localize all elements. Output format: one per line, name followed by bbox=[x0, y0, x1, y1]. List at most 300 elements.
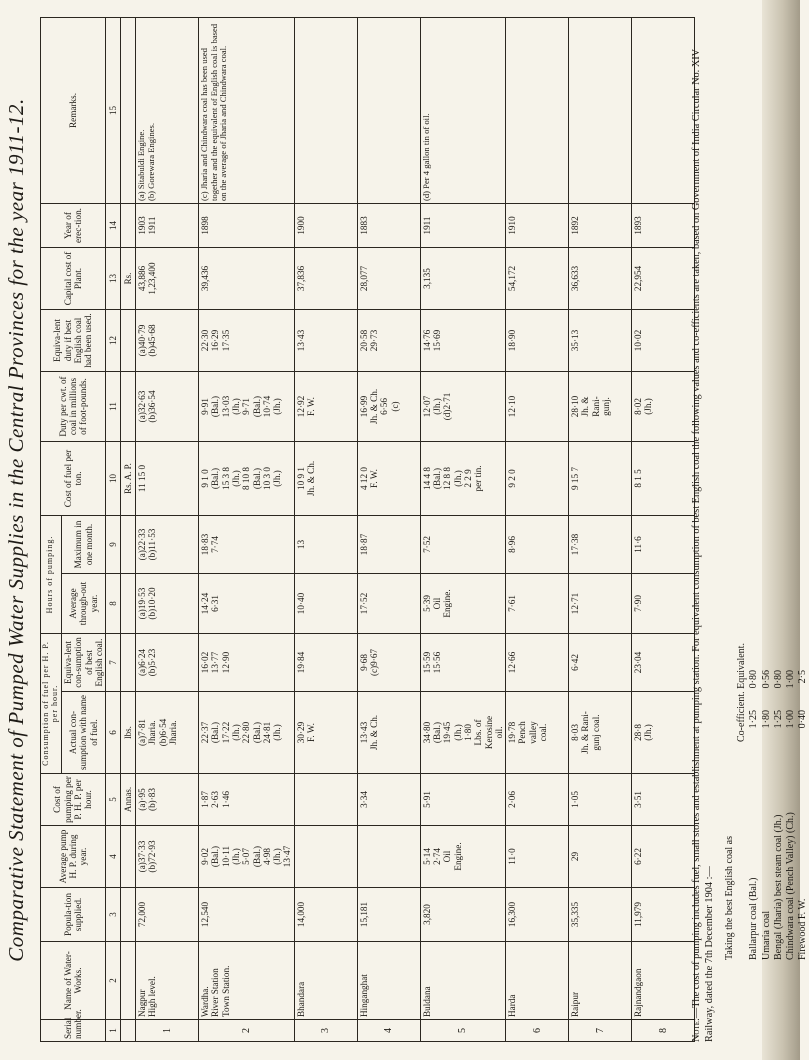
cost-of-fuel-line: (Jh.) bbox=[272, 470, 283, 487]
average-hours-line: 5·39 bbox=[421, 595, 432, 612]
cost-of-fuel-line: 4 12 0 bbox=[358, 467, 369, 490]
duty-per-cwt-cell bbox=[506, 371, 569, 441]
coefficient-value: 0·40 bbox=[797, 710, 809, 729]
average-hours-line: 7·90 bbox=[633, 595, 644, 612]
table-row bbox=[199, 17, 295, 1041]
actual-consumption-line: coal. bbox=[538, 723, 549, 742]
works-name-cell bbox=[199, 942, 295, 1020]
maximum-hours-line: 13 bbox=[295, 539, 306, 550]
unit-actual-consumption: lbs. bbox=[121, 692, 136, 774]
capital-cost-line: 37,836 bbox=[295, 265, 306, 292]
column-number: 11 bbox=[106, 371, 121, 441]
equivalent-consumption-cell bbox=[357, 634, 420, 692]
actual-consumption-line: 34·80 bbox=[421, 721, 432, 744]
actual-consumption-line: 22·80 bbox=[241, 721, 252, 744]
equivalent-duty-line: 15·69 bbox=[432, 329, 443, 352]
equivalent-duty-cell bbox=[506, 309, 569, 371]
remarks-line: (a) Sitabuldi Engine. bbox=[136, 129, 147, 201]
average-pump-hp-line: (Bal.) bbox=[251, 845, 262, 868]
column-number: 12 bbox=[106, 309, 121, 371]
maximum-hours-line: 7·52 bbox=[421, 536, 432, 553]
coefficient-row bbox=[785, 643, 797, 960]
remarks-cell bbox=[199, 17, 295, 203]
capital-cost-line: 3,135 bbox=[421, 268, 432, 289]
equivalent-duty-line: 10·02 bbox=[633, 329, 644, 352]
duty-per-cwt-cell bbox=[199, 371, 295, 441]
capital-cost-cell bbox=[632, 247, 695, 309]
duty-per-cwt-line: (a)32·63 bbox=[137, 390, 148, 423]
average-hours-cell bbox=[569, 574, 632, 634]
year-of-erection-line: 1898 bbox=[200, 216, 211, 235]
cost-of-fuel-line: 15 3 8 bbox=[220, 467, 231, 490]
works-name-cell bbox=[136, 942, 199, 1020]
population-cell: 35,335 bbox=[569, 888, 632, 942]
cost-of-pumping-cell bbox=[136, 774, 199, 826]
header-cost-fuel: Cost of fuel per ton. bbox=[41, 441, 106, 515]
maximum-hours-cell bbox=[294, 515, 357, 573]
duty-per-cwt-line: (Jh.) bbox=[643, 398, 654, 415]
actual-consumption-line: (Bal.) bbox=[210, 721, 221, 744]
actual-consumption-line: Pench bbox=[517, 721, 528, 744]
year-of-erection-cell bbox=[420, 203, 505, 247]
statement-table bbox=[40, 17, 695, 1042]
duty-per-cwt-line: (Bal.) bbox=[210, 395, 221, 418]
duty-per-cwt-line: (c) bbox=[389, 401, 400, 412]
equivalent-consumption-cell bbox=[632, 634, 695, 692]
maximum-hours-line: (a)22·33 bbox=[137, 528, 148, 561]
equivalent-duty-cell bbox=[420, 309, 505, 371]
works-name-cell bbox=[632, 942, 695, 1020]
average-hours-line: Oil bbox=[432, 597, 443, 610]
serial-number-cell: 1 bbox=[136, 1020, 199, 1042]
works-name-line: Harda bbox=[507, 994, 518, 1017]
year-of-erection-cell bbox=[199, 203, 295, 247]
maximum-hours-cell bbox=[357, 515, 420, 573]
actual-consumption-cell bbox=[632, 692, 695, 774]
average-hours-cell bbox=[506, 574, 569, 634]
duty-per-cwt-line: 8·02 bbox=[633, 398, 644, 415]
actual-consumption-line: Jh. & Ch. bbox=[369, 714, 380, 751]
average-pump-hp-line: 13·47 bbox=[282, 845, 293, 868]
coefficient-label: Ballarpur coal (Bal.) bbox=[748, 877, 760, 960]
duty-per-cwt-line: gunj. bbox=[601, 397, 612, 416]
statement-table-wrap bbox=[40, 18, 695, 1042]
population-cell: 15,181 bbox=[357, 888, 420, 942]
equivalent-duty-cell bbox=[136, 309, 199, 371]
duty-per-cwt-line: 16·99 bbox=[358, 395, 369, 418]
actual-consumption-line: Jharia. bbox=[167, 720, 178, 745]
equivalent-consumption-line: 23·04 bbox=[633, 651, 644, 674]
header-capital-cost: Capital cost of Plant. bbox=[41, 247, 106, 309]
year-of-erection-line: 1911 bbox=[421, 216, 432, 235]
equivalent-consumption-line: 12·90 bbox=[220, 651, 231, 674]
year-of-erection-line: 1892 bbox=[570, 216, 581, 235]
average-pump-hp-cell bbox=[294, 826, 357, 888]
header-year: Year of erec-tion. bbox=[41, 203, 106, 247]
works-name-cell bbox=[569, 942, 632, 1020]
duty-per-cwt-line: 12·92 bbox=[295, 395, 306, 418]
equivalent-duty-line: 22·30 bbox=[200, 329, 211, 352]
coefficient-label: Firewood F. W. bbox=[797, 898, 809, 960]
equivalent-duty-line: 16·29 bbox=[210, 329, 221, 352]
year-of-erection-line: 1883 bbox=[358, 216, 369, 235]
cost-of-pumping-line: (b)·83 bbox=[147, 788, 158, 811]
cost-of-pumping-line: 1·87 bbox=[200, 791, 211, 808]
actual-consumption-cell bbox=[199, 692, 295, 774]
duty-per-cwt-cell bbox=[357, 371, 420, 441]
year-of-erection-cell bbox=[506, 203, 569, 247]
actual-consumption-line: 24·81 bbox=[261, 721, 272, 744]
capital-cost-cell bbox=[420, 247, 505, 309]
duty-per-cwt-cell bbox=[136, 371, 199, 441]
header-cost-pumping: Cost of pumping per P. H. P. per hour. bbox=[41, 774, 106, 826]
cost-of-fuel-line: (Bal.) bbox=[432, 467, 443, 490]
duty-per-cwt-line: 9·91 bbox=[200, 398, 211, 415]
equivalent-value: 0·56 bbox=[760, 670, 772, 689]
duty-per-cwt-line: Jh. & Ch. bbox=[369, 388, 380, 425]
coeff-taking-text: Taking the best English coal as bbox=[724, 836, 735, 960]
works-name-line: Town Station. bbox=[220, 965, 231, 1017]
works-name-line: Hinganghat bbox=[358, 974, 369, 1017]
capital-cost-cell bbox=[506, 247, 569, 309]
column-number: 4 bbox=[106, 826, 121, 888]
column-number: 10 bbox=[106, 441, 121, 515]
duty-per-cwt-line: 9·71 bbox=[241, 398, 252, 415]
average-hours-line: 12·71 bbox=[570, 592, 581, 615]
remarks-cell bbox=[420, 17, 505, 203]
actual-consumption-line: gunj coal. bbox=[590, 714, 601, 751]
actual-consumption-cell bbox=[420, 692, 505, 774]
maximum-hours-line: 7·74 bbox=[210, 536, 221, 553]
actual-consumption-line: 19·78 bbox=[507, 721, 518, 744]
actual-consumption-line: (Jh.) bbox=[643, 724, 654, 741]
works-name-cell bbox=[506, 942, 569, 1020]
actual-consumption-cell bbox=[506, 692, 569, 774]
maximum-hours-line: (b)11·53 bbox=[147, 528, 158, 561]
actual-consumption-line: 1·80 bbox=[462, 724, 473, 741]
works-name-line: Buldana bbox=[421, 986, 432, 1017]
coefficient-row bbox=[748, 643, 760, 960]
equivalent-consumption-cell bbox=[569, 634, 632, 692]
duty-per-cwt-line: Rani- bbox=[590, 396, 601, 417]
works-name-cell bbox=[294, 942, 357, 1020]
equivalent-value: 0·80 bbox=[772, 670, 784, 689]
cost-of-fuel-line: (Jh.) bbox=[452, 470, 463, 487]
coefficient-rows bbox=[748, 643, 809, 960]
table-row bbox=[294, 17, 357, 1041]
header-name: Name of Water-Works. bbox=[41, 942, 106, 1020]
year-of-erection-cell bbox=[569, 203, 632, 247]
actual-consumption-cell bbox=[569, 692, 632, 774]
header-population: Popula-tion supplied. bbox=[41, 888, 106, 942]
equivalent-duty-line: 14·76 bbox=[421, 329, 432, 352]
coefficient-list bbox=[724, 643, 809, 960]
cost-of-pumping-line: 3·34 bbox=[358, 791, 369, 808]
serial-number-cell: 3 bbox=[294, 1020, 357, 1042]
average-hours-cell bbox=[294, 574, 357, 634]
equivalent-value: 2·5 bbox=[797, 670, 809, 684]
equivalent-duty-line: 35·13 bbox=[570, 329, 581, 352]
maximum-hours-line: 11·6 bbox=[633, 536, 644, 553]
capital-cost-line: 54,172 bbox=[507, 265, 518, 292]
maximum-hours-cell bbox=[199, 515, 295, 573]
cost-of-fuel-line: 9 2 0 bbox=[507, 469, 518, 488]
actual-consumption-line: Jharia. bbox=[147, 720, 158, 745]
average-hours-line: (b)10·20 bbox=[147, 587, 158, 620]
population-cell: 12,540 bbox=[199, 888, 295, 942]
duty-per-cwt-line: 28·10 bbox=[570, 395, 581, 418]
maximum-hours-line: 17·38 bbox=[570, 533, 581, 556]
column-number: 1 bbox=[106, 1020, 121, 1042]
remarks-cell bbox=[357, 17, 420, 203]
year-of-erection-line: 1903 bbox=[137, 216, 148, 235]
duty-per-cwt-line: (Jh.) bbox=[230, 398, 241, 415]
header-consumption-group: Consumption of fuel per H. P. per hour. bbox=[41, 634, 62, 774]
unit-cost-pumping: Annas. bbox=[121, 774, 136, 826]
capital-cost-cell bbox=[136, 247, 199, 309]
equivalent-duty-cell bbox=[632, 309, 695, 371]
average-pump-hp-cell bbox=[136, 826, 199, 888]
cost-of-fuel-line: 8 1 5 bbox=[633, 469, 644, 488]
coeff-header: Co-efficient. Equivalent. bbox=[736, 643, 748, 742]
average-hours-line: Engine. bbox=[442, 589, 453, 618]
cost-of-fuel-cell bbox=[569, 441, 632, 515]
actual-consumption-line: (a)7·81 bbox=[137, 718, 148, 747]
average-pump-hp-cell bbox=[569, 826, 632, 888]
equivalent-consumption-line: (a)6·24 bbox=[137, 648, 148, 677]
actual-consumption-line: (Bal.) bbox=[251, 721, 262, 744]
equivalent-duty-line: 18·90 bbox=[507, 329, 518, 352]
equivalent-duty-line: 29·73 bbox=[369, 329, 380, 352]
works-name-line: Bhandara bbox=[295, 981, 306, 1017]
cost-of-fuel-line: 9 1 0 bbox=[200, 469, 211, 488]
population-cell: 11,979 bbox=[632, 888, 695, 942]
average-pump-hp-line: Oil bbox=[442, 850, 453, 863]
actual-consumption-line: 8·03 bbox=[570, 724, 581, 741]
average-pump-hp-line: 4·98 bbox=[261, 848, 272, 865]
average-pump-hp-line: (Jh.) bbox=[230, 848, 241, 865]
equivalent-consumption-line: 15·56 bbox=[432, 651, 443, 674]
year-of-erection-cell bbox=[136, 203, 199, 247]
maximum-hours-cell bbox=[632, 515, 695, 573]
equivalent-consumption-cell bbox=[506, 634, 569, 692]
cost-of-pumping-cell bbox=[632, 774, 695, 826]
actual-consumption-line: Kerosine bbox=[483, 715, 494, 750]
actual-consumption-line: 28·8 bbox=[633, 724, 644, 741]
average-pump-hp-cell bbox=[199, 826, 295, 888]
serial-number-cell: 7 bbox=[569, 1020, 632, 1042]
equivalent-duty-cell bbox=[294, 309, 357, 371]
serial-number-cell: 8 bbox=[632, 1020, 695, 1042]
cost-of-fuel-cell bbox=[506, 441, 569, 515]
cost-of-fuel-line: 11 15 0 bbox=[137, 464, 148, 493]
cost-of-pumping-line: (a)·95 bbox=[137, 788, 148, 811]
average-pump-hp-line: (Bal.) bbox=[210, 845, 221, 868]
maximum-hours-cell bbox=[136, 515, 199, 573]
duty-per-cwt-cell bbox=[294, 371, 357, 441]
header-maximum-hours: Maximum in one month. bbox=[61, 515, 105, 573]
unit-capital-cost: Rs. bbox=[121, 247, 136, 309]
average-pump-hp-line: 6·22 bbox=[633, 848, 644, 865]
column-number: 3 bbox=[106, 888, 121, 942]
cost-of-pumping-cell bbox=[569, 774, 632, 826]
equivalent-consumption-line: 6·42 bbox=[570, 654, 581, 671]
cost-of-fuel-line: 2 2 9 bbox=[462, 469, 473, 488]
cost-of-pumping-cell bbox=[420, 774, 505, 826]
column-number: 13 bbox=[106, 247, 121, 309]
serial-number-cell: 5 bbox=[420, 1020, 505, 1042]
actual-consumption-line: Jh. & Rani- bbox=[580, 711, 591, 754]
cost-of-pumping-cell bbox=[506, 774, 569, 826]
table-row bbox=[420, 17, 505, 1041]
cost-of-pumping-cell bbox=[357, 774, 420, 826]
average-pump-hp-line: (Jh.) bbox=[272, 848, 283, 865]
actual-consumption-line: (Jh.) bbox=[230, 724, 241, 741]
average-pump-hp-line: 11·0 bbox=[507, 848, 518, 865]
capital-cost-cell bbox=[357, 247, 420, 309]
capital-cost-line: 1,23,400 bbox=[147, 262, 158, 295]
actual-consumption-line: oil. bbox=[493, 726, 504, 739]
equivalent-duty-line: 20·58 bbox=[358, 329, 369, 352]
remarks-cell bbox=[506, 17, 569, 203]
actual-consumption-line: F. W. bbox=[306, 723, 317, 742]
average-pump-hp-line: 5·14 bbox=[421, 848, 432, 865]
duty-per-cwt-cell bbox=[632, 371, 695, 441]
actual-consumption-line: (Jh.) bbox=[452, 724, 463, 741]
cost-of-fuel-line: 12 8 8 bbox=[442, 467, 453, 490]
cost-of-fuel-line: F. W. bbox=[369, 469, 380, 488]
cost-of-pumping-cell bbox=[294, 774, 357, 826]
table-body bbox=[106, 17, 695, 1041]
coefficient-value: 1·25 bbox=[772, 710, 784, 729]
equivalent-consumption-line: 16·02 bbox=[200, 651, 211, 674]
note-heading: Note bbox=[691, 1020, 702, 1042]
header-equivalent-consumption: Equiva-lent con-sumption of best English coal. bbox=[61, 634, 105, 692]
duty-per-cwt-line: 13·03 bbox=[220, 395, 231, 418]
remarks-line: (b) Gorewara Engines. bbox=[145, 122, 156, 201]
actual-consumption-cell bbox=[136, 692, 199, 774]
average-hours-line: (a)19·53 bbox=[137, 587, 148, 620]
cost-of-fuel-line: 10 9 1 bbox=[295, 467, 306, 490]
column-number: 7 bbox=[106, 634, 121, 692]
header-hours-group: Hours of pumping. bbox=[41, 515, 62, 633]
average-pump-hp-line: 2·74 bbox=[432, 848, 443, 865]
capital-cost-line: 22,954 bbox=[633, 265, 644, 292]
population-cell: 16,300 bbox=[506, 888, 569, 942]
coefficient-label: Umaria coal bbox=[760, 910, 772, 960]
cost-of-pumping-cell bbox=[199, 774, 295, 826]
cost-of-fuel-cell bbox=[420, 441, 505, 515]
equivalent-consumption-line: (b)5·23 bbox=[147, 648, 158, 677]
coefficient-value: 1·80 bbox=[760, 710, 772, 729]
average-hours-line: 10·40 bbox=[295, 592, 306, 615]
average-hours-cell bbox=[136, 574, 199, 634]
header-avg-pump: Average pump H. P. during year. bbox=[41, 826, 106, 888]
remarks-cell bbox=[632, 17, 695, 203]
column-number: 2 bbox=[106, 942, 121, 1020]
cost-of-fuel-cell bbox=[357, 441, 420, 515]
average-hours-line: 6·31 bbox=[210, 595, 221, 612]
duty-per-cwt-cell bbox=[420, 371, 505, 441]
cost-of-fuel-line: Jh. & Ch. bbox=[306, 460, 317, 497]
maximum-hours-line: 18·83 bbox=[200, 533, 211, 556]
cost-of-fuel-line: 10 3 0 bbox=[261, 467, 272, 490]
cost-of-fuel-cell bbox=[632, 441, 695, 515]
equivalent-consumption-cell bbox=[136, 634, 199, 692]
average-hours-cell bbox=[357, 574, 420, 634]
coefficient-row bbox=[761, 643, 773, 960]
coefficient-label: Chindwara coal (Pench Valley) (Ch.) bbox=[784, 812, 796, 960]
year-of-erection-line: 1910 bbox=[507, 216, 518, 235]
header-remarks: Remarks. bbox=[41, 17, 106, 203]
remarks-line: (c) Jharia and Chindwara coal has been used together and the equivalent of English coal is based on the average of Jharia and Chindwara coal. bbox=[199, 23, 229, 201]
duty-per-cwt-line: (Jh.) bbox=[272, 398, 283, 415]
equivalent-consumption-cell bbox=[199, 634, 295, 692]
capital-cost-cell bbox=[294, 247, 357, 309]
cost-of-fuel-line: (Bal.) bbox=[210, 467, 221, 490]
serial-number-cell: 2 bbox=[199, 1020, 295, 1042]
serial-number-cell: 4 bbox=[357, 1020, 420, 1042]
table-row bbox=[569, 17, 632, 1041]
duty-per-cwt-line: Jh. & bbox=[580, 396, 591, 417]
capital-cost-cell bbox=[569, 247, 632, 309]
capital-cost-line: 28,077 bbox=[358, 265, 369, 292]
average-pump-hp-line: 9·02 bbox=[200, 848, 211, 865]
average-pump-hp-line: 10·11 bbox=[220, 845, 231, 868]
actual-consumption-line: valley bbox=[527, 721, 538, 744]
average-pump-hp-line: Engine. bbox=[452, 842, 463, 871]
remarks-cell bbox=[569, 17, 632, 203]
coefficient-label: Bengal (Jharia) best steam coal (Jh.) bbox=[772, 814, 784, 960]
duty-per-cwt-line: (Jh.) bbox=[432, 398, 443, 415]
table-row bbox=[506, 17, 569, 1041]
works-name-line: Raipur bbox=[570, 991, 581, 1017]
maximum-hours-cell bbox=[569, 515, 632, 573]
equivalent-consumption-line: (c)9·67 bbox=[369, 648, 380, 677]
remarks-cell bbox=[294, 17, 357, 203]
equivalent-consumption-line: 9·68 bbox=[358, 654, 369, 671]
average-pump-hp-cell bbox=[357, 826, 420, 888]
column-number: 6 bbox=[106, 692, 121, 774]
capital-cost-line: 39,436 bbox=[200, 265, 211, 292]
duty-per-cwt-line: 10·74 bbox=[261, 395, 272, 418]
cost-of-pumping-line: 3·51 bbox=[633, 791, 644, 808]
unit-row bbox=[121, 17, 136, 1041]
cost-of-pumping-line: 1·46 bbox=[220, 791, 231, 808]
equivalent-duty-line: (a)40·79 bbox=[137, 324, 148, 357]
coefficient-row bbox=[797, 643, 809, 960]
cost-of-pumping-line: 2·63 bbox=[210, 791, 221, 808]
capital-cost-line: 43,886 bbox=[137, 265, 148, 292]
average-pump-hp-cell bbox=[506, 826, 569, 888]
year-of-erection-cell bbox=[357, 203, 420, 247]
year-of-erection-line: 1911 bbox=[147, 216, 158, 235]
average-pump-hp-line: 29 bbox=[570, 851, 581, 862]
year-of-erection-cell bbox=[632, 203, 695, 247]
average-hours-cell bbox=[632, 574, 695, 634]
note-text: :—The cost of pumping includes fuel, small stores and establishment at pumping station. For equivalent consumption of best English coal the following values and co-efficients are taken, based on Government of India Circular No. XIV Railway, dated the 7th December 1904 :— bbox=[691, 49, 716, 1042]
cost-of-fuel-cell bbox=[136, 441, 199, 515]
actual-consumption-line: (b)6·54 bbox=[157, 718, 168, 747]
cost-of-fuel-line: per tin. bbox=[473, 465, 484, 492]
cost-of-fuel-line: (Jh.) bbox=[230, 470, 241, 487]
cost-of-pumping-line: 5·91 bbox=[421, 791, 432, 808]
equivalent-duty-cell bbox=[199, 309, 295, 371]
maximum-hours-cell bbox=[506, 515, 569, 573]
duty-per-cwt-line: 6·56 bbox=[379, 398, 390, 415]
equivalent-value: 0·80 bbox=[748, 670, 760, 689]
population-cell: 72,000 bbox=[136, 888, 199, 942]
